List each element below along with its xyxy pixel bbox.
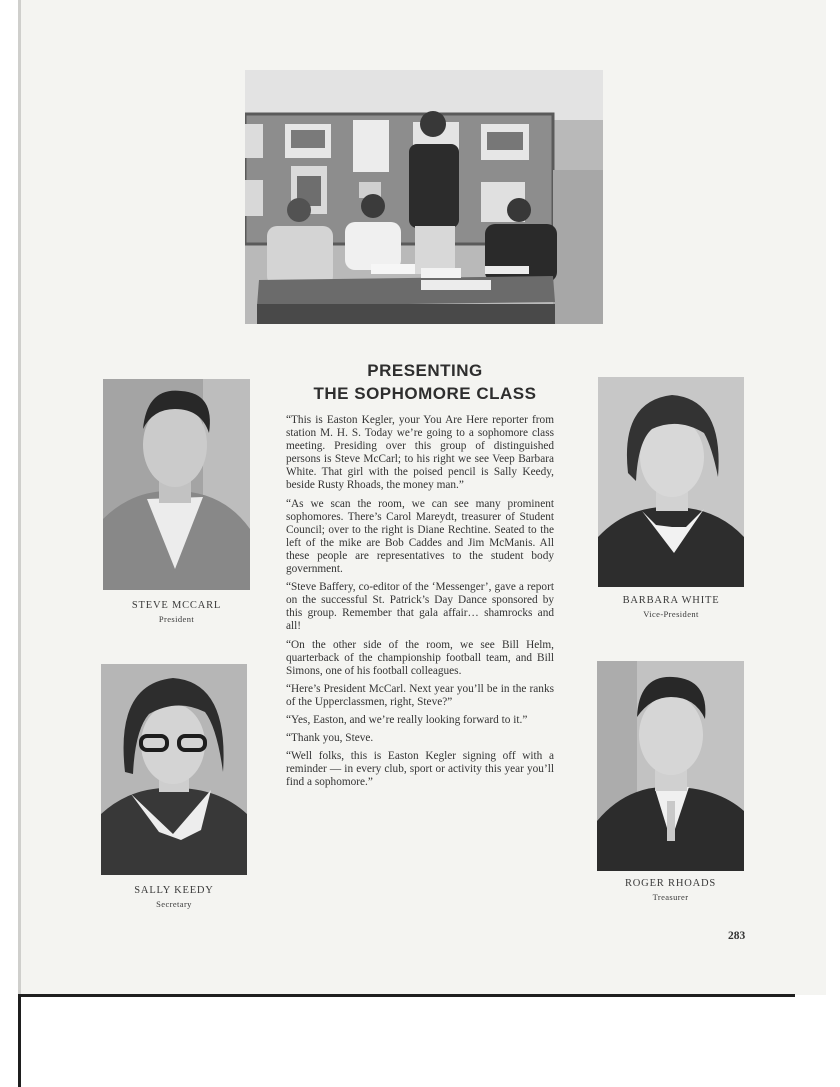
vice-president-caption (598, 595, 744, 619)
treasurer-caption (597, 878, 744, 902)
page-title-line-2: THE SOPHOMORE CLASS (313, 384, 537, 403)
vice-president-portrait (598, 377, 744, 587)
article-paragraph: “Steve Baffery, co-editor of the ‘Messenger’, gave a report on the successful St. Patrick’s Day Dance sponsored by this group. Remember that gala affair… shamrocks and all! (286, 581, 554, 633)
vice-president-role: Vice-President (643, 609, 699, 619)
secretary-portrait (101, 664, 247, 875)
secretary-caption (101, 885, 247, 909)
treasurer-role: Treasurer (652, 892, 689, 902)
secretary-role: Secretary (156, 899, 192, 909)
article-paragraph: “Here’s President McCarl. Next year you’ll be in the ranks of the Upperclassmen, right, Steve?” (286, 682, 554, 708)
treasurer-portrait (597, 661, 744, 871)
president-name: STEVE MCCARL (131, 600, 222, 611)
president-portrait (103, 379, 250, 590)
article-paragraph: “This is Easton Kegler, your You Are Here reporter from station M. H. S. Today we’re going to a sophomore class meeting. Presiding over this group of distinguished persons is Steve McCarl; to his right we see Veep Barbara White. That girl with the poised pencil is Sally Keedy, beside Rusty Rhoads, the money man.” (286, 414, 554, 492)
president-role: President (158, 614, 195, 624)
article-body (286, 414, 554, 794)
vice-president-name: BARBARA WHITE (622, 595, 720, 606)
treasurer-name: ROGER RHOADS (625, 878, 716, 889)
secretary-name: SALLY KEEDY (134, 885, 214, 896)
article-paragraph: “On the other side of the room, we see Bill Helm, quarterback of the championship football team, and Bill Simons, one of his football colleagues. (286, 638, 554, 677)
page-title-line-1: PRESENTING (367, 361, 483, 380)
page-number: 283 (728, 930, 746, 942)
article-paragraph: “Well folks, this is Easton Kegler signing off with a reminder — in every club, sport or activity this year you’ll find a sophomore.” (286, 750, 554, 789)
page-bottom-edge (18, 994, 795, 997)
article-paragraph: “Thank you, Steve. (286, 732, 374, 745)
president-caption (103, 600, 250, 624)
group-photo (245, 70, 603, 324)
article-paragraph: “Yes, Easton, and we’re really looking forward to it.” (286, 713, 528, 726)
article-paragraph: “As we scan the room, we can see many prominent sophomores. There’s Carol Mareydt, treasurer of Student Council; over to the right is Diane Rechtine. Seated to the left of the mike are Bob Caddes and Jim McManis. All these people are representatives to the student body government. (286, 497, 554, 576)
page-left-edge (18, 994, 21, 1087)
